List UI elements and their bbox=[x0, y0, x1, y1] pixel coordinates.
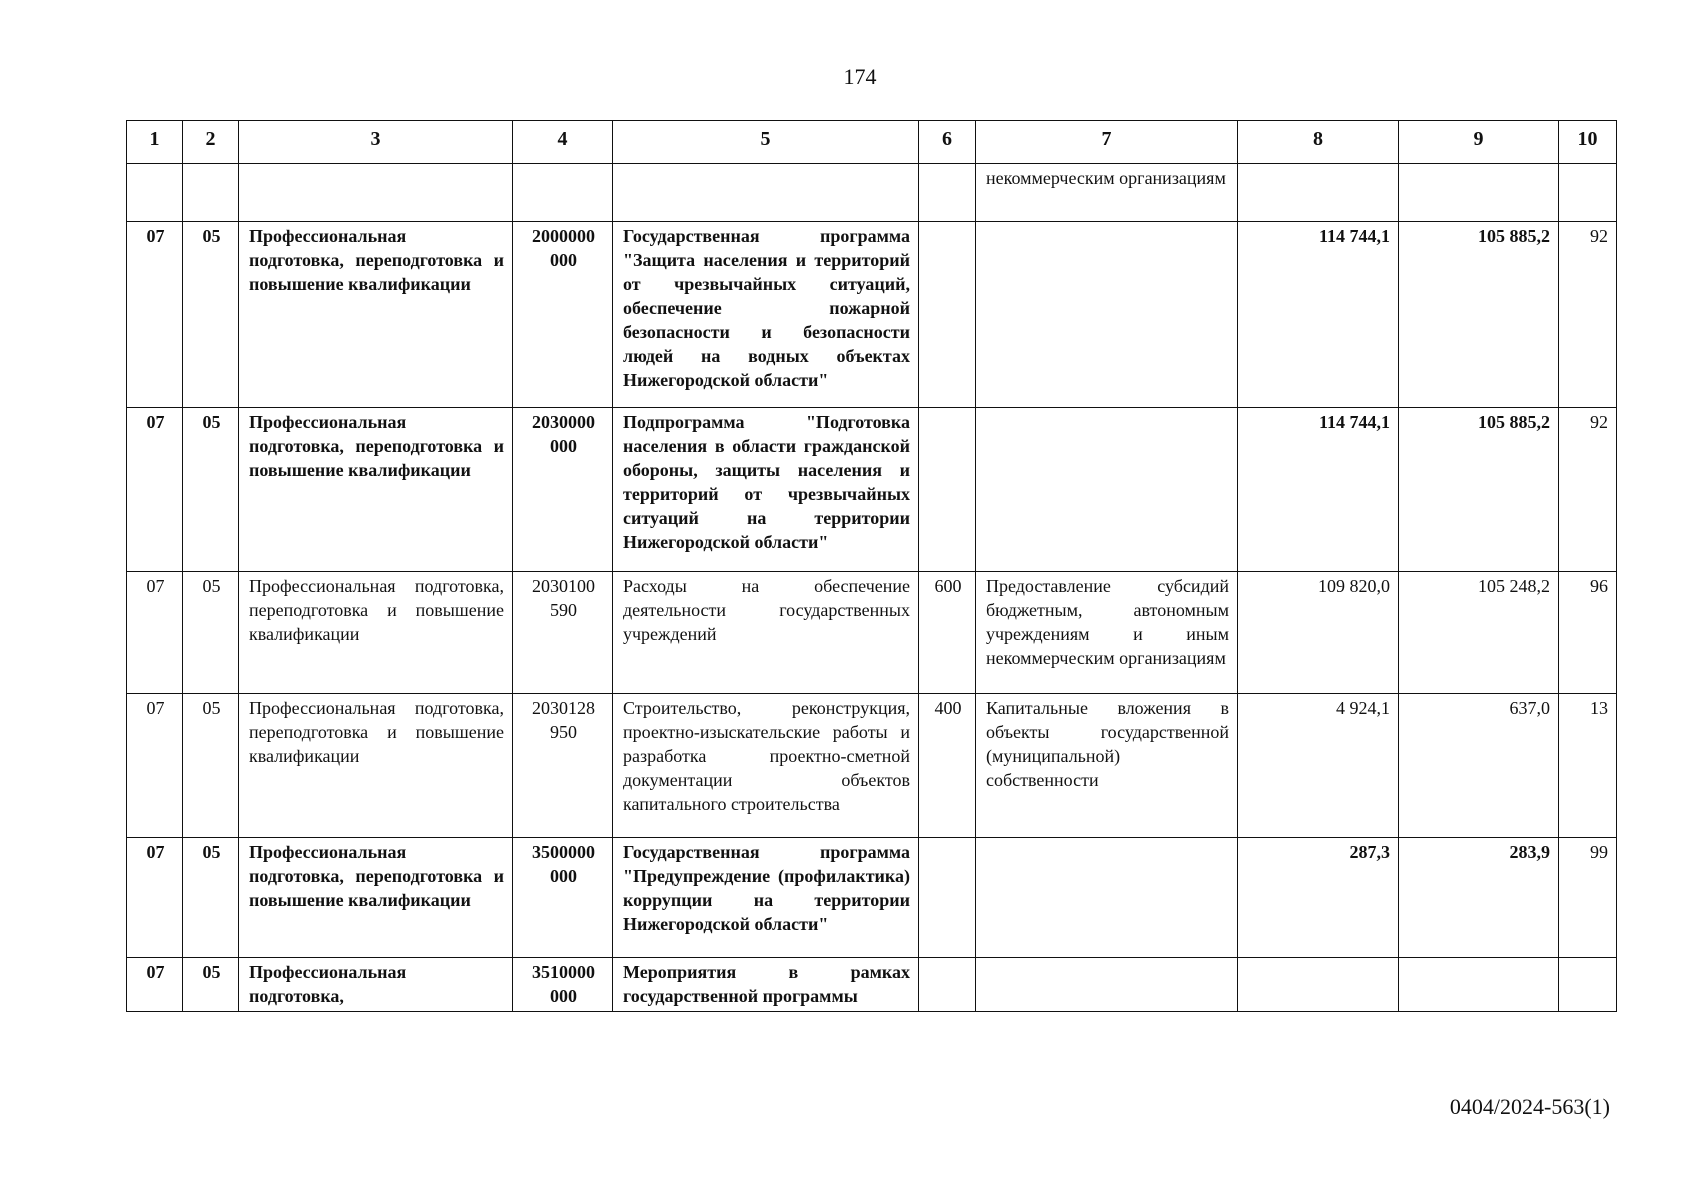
expense-type-name-cell: Предоставление субсидий бюджетным, автономным учреждениям и иным некоммерческим организациям bbox=[976, 572, 1238, 694]
target-article-code-cell bbox=[513, 164, 613, 222]
expense-type-code-cell bbox=[919, 408, 976, 572]
target-article-code-cell: 2000000 000 bbox=[513, 222, 613, 408]
column-header-7: 7 bbox=[976, 121, 1238, 164]
column-header-6: 6 bbox=[919, 121, 976, 164]
table-row bbox=[127, 408, 1617, 572]
subsection-code-cell: 05 bbox=[183, 694, 239, 838]
approved-amount-cell: 287,3 bbox=[1238, 838, 1399, 958]
column-header-10: 10 bbox=[1559, 121, 1617, 164]
expense-type-code-cell bbox=[919, 164, 976, 222]
subsection-code-cell bbox=[183, 164, 239, 222]
target-article-code-cell: 3510000 000 bbox=[513, 958, 613, 1012]
target-article-name-cell: Подпрограмма "Подготовка населения в области гражданской обороны, защиты населения и территорий от чрезвычайных ситуаций на территории Нижегородской области" bbox=[613, 408, 919, 572]
budget-table bbox=[126, 120, 1617, 1012]
subsection-code-cell: 05 bbox=[183, 958, 239, 1012]
target-article-code-cell: 2030000 000 bbox=[513, 408, 613, 572]
target-article-name-cell: Строительство, реконструкция, проектно-изыскательские работы и разработка проектно-сметной документации объектов капитального строительства bbox=[613, 694, 919, 838]
section-name-cell: Профессиональная подготовка, переподготовка и повышение квалификации bbox=[239, 222, 513, 408]
approved-amount-cell: 114 744,1 bbox=[1238, 408, 1399, 572]
table-row bbox=[127, 572, 1617, 694]
expense-type-name-cell: Капитальные вложения в объекты государственной (муниципальной) собственности bbox=[976, 694, 1238, 838]
expense-type-code-cell bbox=[919, 222, 976, 408]
executed-amount-cell: 105 885,2 bbox=[1399, 408, 1559, 572]
subsection-code-cell: 05 bbox=[183, 222, 239, 408]
table-row bbox=[127, 838, 1617, 958]
target-article-name-cell: Расходы на обеспечение деятельности государственных учреждений bbox=[613, 572, 919, 694]
approved-amount-cell bbox=[1238, 958, 1399, 1012]
approved-amount-cell: 114 744,1 bbox=[1238, 222, 1399, 408]
target-article-code-cell: 3500000 000 bbox=[513, 838, 613, 958]
column-header-5: 5 bbox=[613, 121, 919, 164]
execution-percent-cell: 92 bbox=[1559, 408, 1617, 572]
section-code-cell bbox=[127, 164, 183, 222]
column-header-2: 2 bbox=[183, 121, 239, 164]
target-article-code-cell: 2030100 590 bbox=[513, 572, 613, 694]
subsection-code-cell: 05 bbox=[183, 838, 239, 958]
executed-amount-cell bbox=[1399, 164, 1559, 222]
expense-type-code-cell bbox=[919, 958, 976, 1012]
execution-percent-cell bbox=[1559, 958, 1617, 1012]
section-name-cell bbox=[239, 164, 513, 222]
table-row bbox=[127, 222, 1617, 408]
execution-percent-cell: 96 bbox=[1559, 572, 1617, 694]
section-code-cell: 07 bbox=[127, 408, 183, 572]
subsection-code-cell: 05 bbox=[183, 408, 239, 572]
expense-type-code-cell: 600 bbox=[919, 572, 976, 694]
page-number: 174 bbox=[843, 64, 877, 89]
table-row bbox=[127, 164, 1617, 222]
section-code-cell: 07 bbox=[127, 838, 183, 958]
execution-percent-cell bbox=[1559, 164, 1617, 222]
section-name-cell: Профессиональная подготовка, bbox=[239, 958, 513, 1012]
target-article-name-cell bbox=[613, 164, 919, 222]
execution-percent-cell: 99 bbox=[1559, 838, 1617, 958]
section-code-cell: 07 bbox=[127, 572, 183, 694]
section-name-cell: Профессиональная подготовка, переподготовка и повышение квалификации bbox=[239, 838, 513, 958]
expense-type-name-cell: некоммерческим организациям bbox=[976, 164, 1238, 222]
target-article-name-cell: Мероприятия в рамках государственной программы bbox=[613, 958, 919, 1012]
executed-amount-cell bbox=[1399, 958, 1559, 1012]
table-row bbox=[127, 958, 1617, 1012]
executed-amount-cell: 283,9 bbox=[1399, 838, 1559, 958]
expense-type-name-cell bbox=[976, 838, 1238, 958]
execution-percent-cell: 92 bbox=[1559, 222, 1617, 408]
expense-type-code-cell: 400 bbox=[919, 694, 976, 838]
section-code-cell: 07 bbox=[127, 222, 183, 408]
executed-amount-cell: 105 885,2 bbox=[1399, 222, 1559, 408]
section-name-cell: Профессиональная подготовка, переподготовка и повышение квалификации bbox=[239, 408, 513, 572]
approved-amount-cell: 4 924,1 bbox=[1238, 694, 1399, 838]
executed-amount-cell: 637,0 bbox=[1399, 694, 1559, 838]
table-row bbox=[127, 694, 1617, 838]
table-body bbox=[127, 164, 1617, 1012]
executed-amount-cell: 105 248,2 bbox=[1399, 572, 1559, 694]
column-header-4: 4 bbox=[513, 121, 613, 164]
target-article-name-cell: Государственная программа "Защита населения и территорий от чрезвычайных ситуаций, обеспечение пожарной безопасности и безопасности людей на водных объектах Нижегородской области" bbox=[613, 222, 919, 408]
execution-percent-cell: 13 bbox=[1559, 694, 1617, 838]
section-code-cell: 07 bbox=[127, 958, 183, 1012]
column-header-3: 3 bbox=[239, 121, 513, 164]
section-name-cell: Профессиональная подготовка, переподготовка и повышение квалификации bbox=[239, 694, 513, 838]
expense-type-name-cell bbox=[976, 958, 1238, 1012]
target-article-code-cell: 2030128 950 bbox=[513, 694, 613, 838]
subsection-code-cell: 05 bbox=[183, 572, 239, 694]
target-article-name-cell: Государственная программа "Предупреждение (профилактика) коррупции на территории Нижегородской области" bbox=[613, 838, 919, 958]
section-name-cell: Профессиональная подготовка, переподготовка и повышение квалификации bbox=[239, 572, 513, 694]
expense-type-name-cell bbox=[976, 222, 1238, 408]
column-header-9: 9 bbox=[1399, 121, 1559, 164]
expense-type-name-cell bbox=[976, 408, 1238, 572]
column-header-1: 1 bbox=[127, 121, 183, 164]
approved-amount-cell: 109 820,0 bbox=[1238, 572, 1399, 694]
table-header-row bbox=[127, 121, 1617, 164]
column-header-8: 8 bbox=[1238, 121, 1399, 164]
expense-type-code-cell bbox=[919, 838, 976, 958]
approved-amount-cell bbox=[1238, 164, 1399, 222]
document-code: 0404/2024-563(1) bbox=[1449, 1094, 1610, 1119]
section-code-cell: 07 bbox=[127, 694, 183, 838]
